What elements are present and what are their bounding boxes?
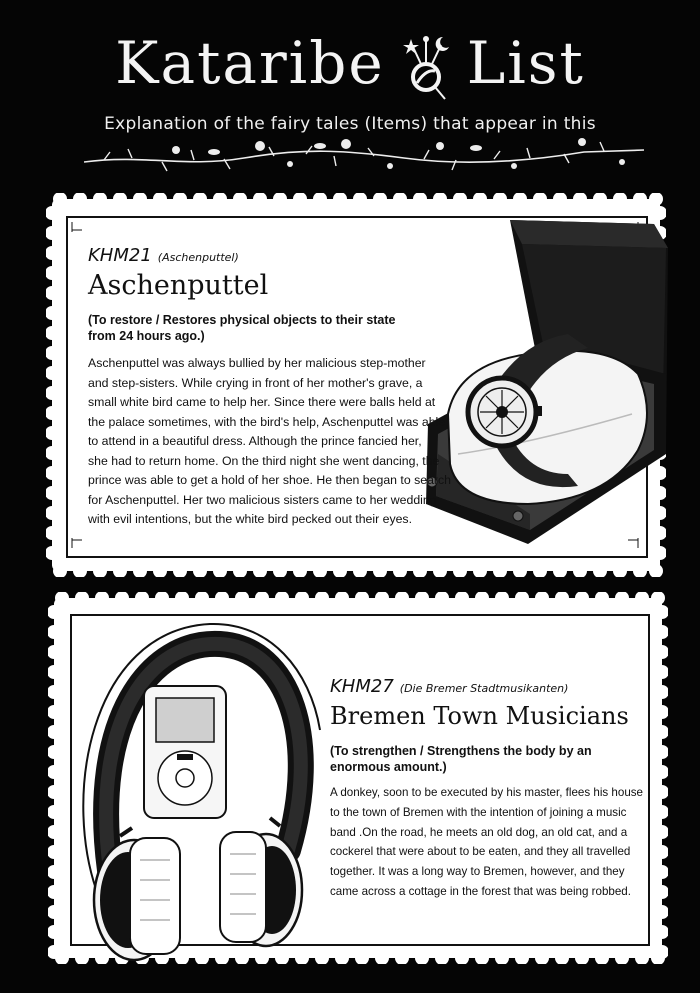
description-line: Aschenputtel was always bullied by her malicious step-mother — [88, 356, 426, 370]
compass-emblem-icon — [391, 33, 461, 103]
page-subtitle: Explanation of the fairy tales (Items) that appear in this — [104, 114, 596, 134]
item-effect — [330, 743, 592, 775]
page-title — [0, 28, 700, 103]
item-code-text: KHM21 — [88, 245, 152, 266]
description-line: small white bird came to help her. Since there were balls held at — [88, 395, 436, 409]
title-right: List — [466, 29, 585, 97]
description-line: the palace sometimes, with the bird's help, Aschenputtel was able — [88, 414, 446, 429]
item-effect — [88, 312, 396, 344]
item-name: Bremen Town Musicians — [330, 702, 629, 730]
item-effect-line: from 24 hours ago.) — [88, 329, 205, 343]
title-left: Kataribe — [115, 29, 385, 97]
description-line: and step-sisters. While crying in front of her mother's grave, a — [88, 375, 423, 390]
description-line: band .On the road, he meets an old dog, an old cat, and a — [330, 825, 628, 839]
description-line: for Aschenputtel. Her two malicious sisters came to her wedding — [88, 492, 437, 507]
description-line: prince was able to get a hold of her shoe. He then began to search — [88, 473, 451, 487]
description-line: together. It was a long way to Bremen, however, and they — [330, 865, 625, 879]
item-description — [88, 354, 451, 530]
headphones-and-music-player-icon — [70, 600, 330, 980]
item-name: Aschenputtel — [88, 270, 269, 301]
wristwatch-in-box-icon — [418, 214, 678, 554]
description-line: she had to return home. On the third night she went dancing, the — [88, 453, 440, 468]
item-effect-line: (To restore / Restores physical objects to their state — [88, 313, 396, 327]
item-description — [330, 783, 643, 902]
item-effect-line: (To strengthen / Strengthens the body by an — [330, 744, 592, 758]
description-line: to attend in a beautiful dress. Although the prince fancied her, — [88, 434, 422, 448]
description-line: cockerel that were about to be eaten, and they all travelled — [330, 845, 631, 859]
item-code — [88, 245, 239, 266]
description-line: A donkey, soon to be executed by his master, flees his house — [330, 786, 644, 799]
item-effect-line: enormous amount.) — [330, 760, 447, 774]
vine-ornament-icon — [84, 132, 644, 176]
description-line: came across a cottage in the forest that was being robbed. — [330, 884, 631, 898]
item-original-title: (Die Bremer Stadtmusikanten) — [399, 682, 569, 695]
item-original-title: (Aschenputtel) — [157, 251, 239, 264]
item-code — [330, 676, 568, 697]
description-line: with evil intentions, but the white bird pecked out their eyes. — [88, 512, 413, 526]
description-line: to the town of Bremen with the intention of joining a music — [330, 805, 627, 819]
item-code-text: KHM27 — [330, 676, 394, 697]
